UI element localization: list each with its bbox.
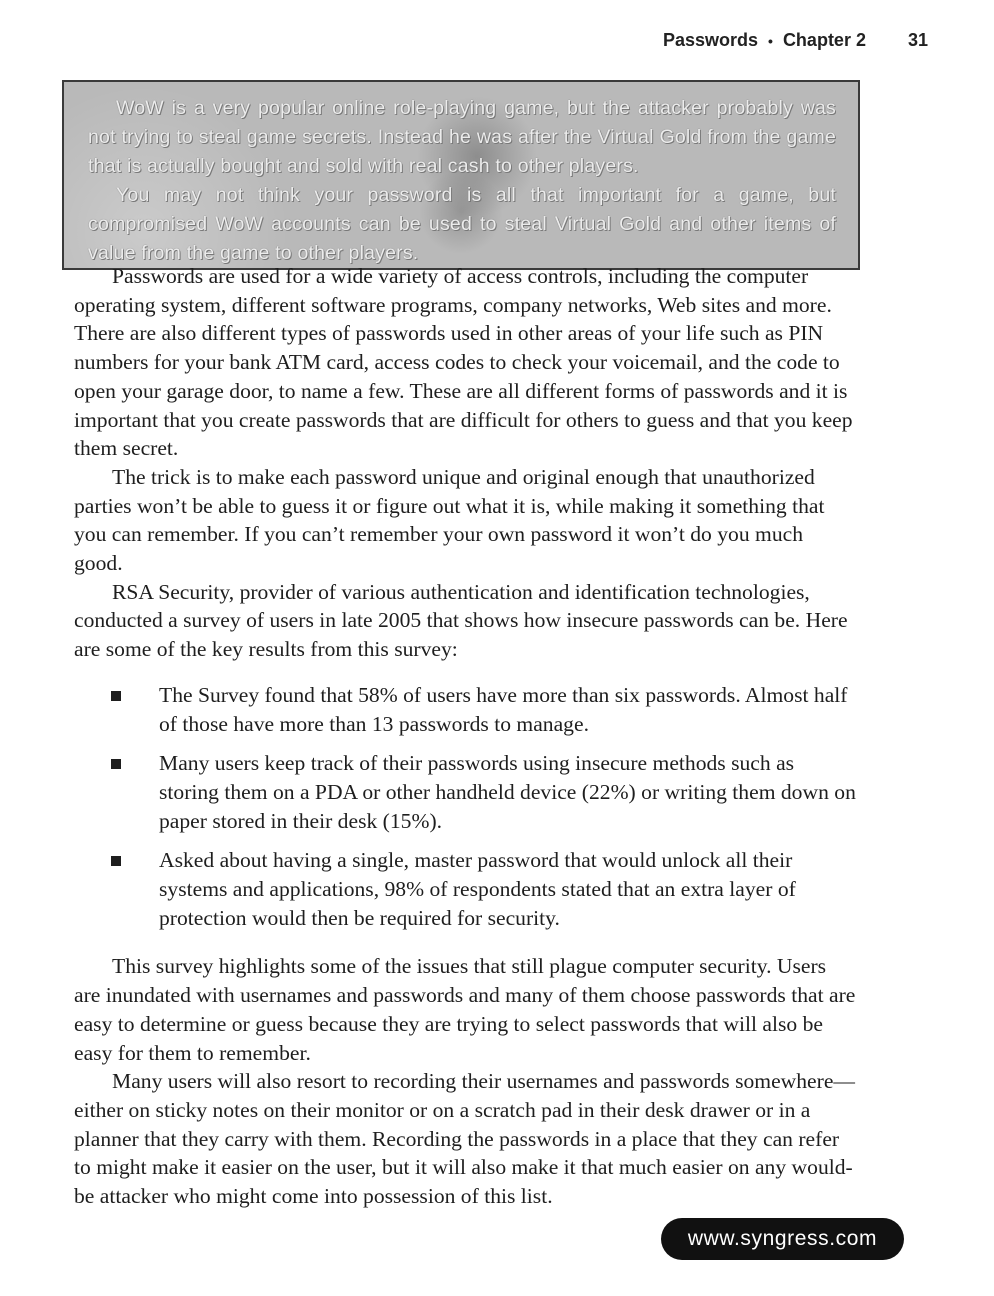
body-text <box>74 262 856 1211</box>
square-bullet-icon <box>111 759 121 769</box>
sidebar-paragraph: You may not think your password is all that important for a game, but compromised WoW accounts can be used to steal Virtual Gold and other items of value from the game to other players. <box>88 184 836 264</box>
list-item-text: Many users keep track of their passwords using insecure methods such as storing them on a PDA or other handheld device (22%) or writing them down on paper stored in their desk (15%). <box>159 751 856 833</box>
list-item <box>74 749 856 835</box>
body-paragraph: Many users will also resort to recording their usernames and passwords somewhere—either on sticky notes on their monitor or on a scratch pad in their desk drawer or in a planner that they carry with them. Recording the passwords in a place that they can refer to might make it easier on the user, but it will also make it that much easier on any would-be attacker who might come into possession of this list. <box>74 1069 856 1209</box>
square-bullet-icon <box>111 856 121 866</box>
survey-results-list <box>74 681 856 933</box>
page-number: 31 <box>907 30 928 50</box>
list-item-text: Asked about having a single, master password that would unlock all their systems and applications, 98% of respondents stated that an extra layer of protection would then be required for security. <box>159 848 796 930</box>
square-bullet-icon <box>111 691 121 701</box>
sidebar-note-box <box>62 80 860 270</box>
running-header <box>663 30 928 51</box>
list-item <box>74 846 856 932</box>
section-title: Passwords <box>662 30 759 50</box>
body-paragraph: Passwords are used for a wide variety of access controls, including the computer operating system, different software programs, company networks, Web sites and more. There are also different types of passwords used in other areas of your life such as PIN numbers for your bank ATM card, access codes to check your voicemail, and the code to open your garage door, to name a few. These are all different forms of passwords and it is important that you create passwords that are difficult for others to guess and that you keep them secret. <box>74 264 853 461</box>
list-item <box>74 681 856 738</box>
header-separator: • <box>768 33 773 49</box>
list-item-text: The Survey found that 58% of users have more than six passwords. Almost half of those have more than 13 passwords to manage. <box>159 682 848 736</box>
body-paragraph: The trick is to make each password unique and original enough that unauthorized parties won’t be able to guess it or figure out what it is, while making it something that you can remember. If you can’t remember your own password it won’t do you much good. <box>74 464 825 576</box>
sidebar-note-text <box>88 94 836 268</box>
chapter-title: Chapter 2 <box>782 30 866 50</box>
body-paragraph: This survey highlights some of the issues that still plague computer security. Users are inundated with usernames and passwords and many of them choose passwords that are easy to determine or guess because they are trying to select passwords that will also be easy for them to remember. <box>74 954 856 1065</box>
body-paragraph: RSA Security, provider of various authentication and identification technologies, conducted a survey of users in late 2005 that shows how insecure passwords can be. Here are some of the key results from this survey: <box>74 579 848 662</box>
publisher-url-badge: www.syngress.com <box>661 1218 904 1260</box>
sidebar-paragraph: WoW is a very popular online role-playing game, but the attacker probably was not trying to steal game secrets. Instead he was after the Virtual Gold from the game that is actually bought and sold with real cash to other players. <box>88 97 836 177</box>
